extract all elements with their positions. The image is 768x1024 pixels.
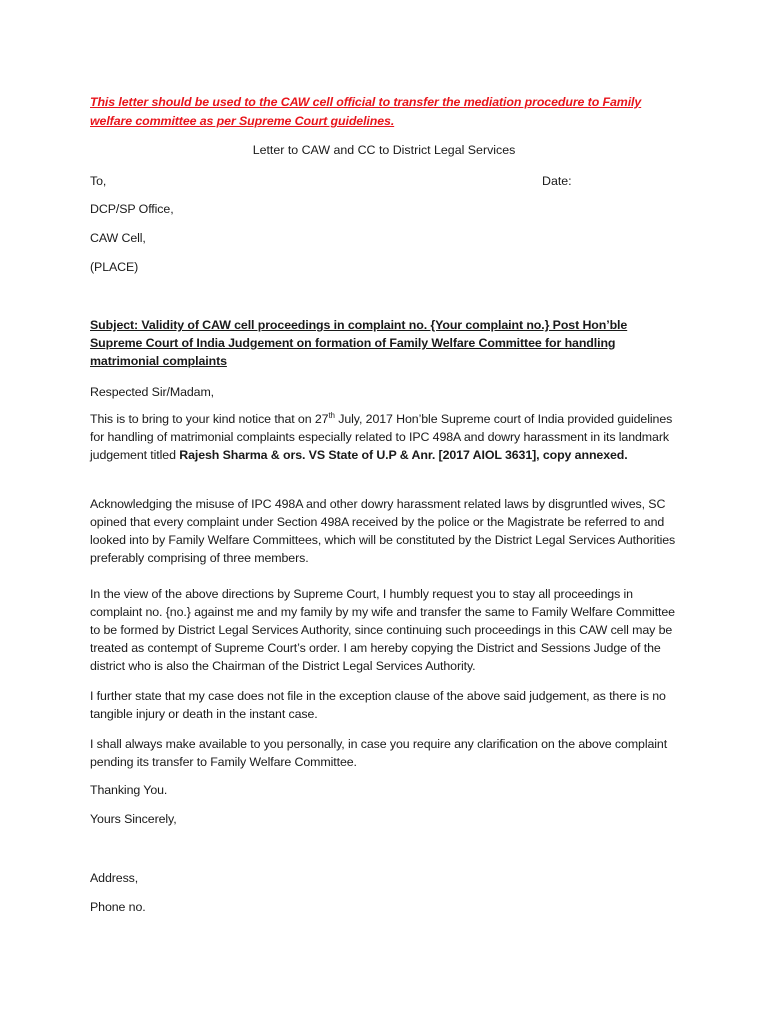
subject-line: Subject: Validity of CAW cell proceedings in complaint no. {Your complaint no.} Post Hon’ble Supreme Court of India Judgement on formation of Family Welfare Committee for handling matrimonial complaints [90,318,628,368]
recipient-cell: CAW Cell, [90,231,146,245]
to-label: To, [90,174,107,188]
date-superscript: th [328,410,335,420]
recipient-place: (PLACE) [90,260,139,274]
date-label: Date: [542,174,572,188]
instruction-note: This letter should be used to the CAW cell official to transfer the mediation procedure to Family welfare committee as per Supreme Court guidelines. [90,95,642,128]
paragraph-5: I shall always make available to you personally, in case you require any clarification on the above complaint pending its transfer to Family Welfare Committee. [90,737,668,769]
paragraph-1-text-a: This is to bring to your kind notice that on 27 [90,412,329,426]
address-label: Address, [90,871,139,885]
judgement-citation: Rajesh Sharma & ors. VS State of U.P & Anr. [2017 AIOL 3631], copy annexed. [179,448,628,462]
phone-label: Phone no. [90,900,146,914]
paragraph-2: Acknowledging the misuse of IPC 498A and other dowry harassment related laws by disgruntled wives, SC opined that every complaint under Section 498A received by the police or the Magistrate be referred to and looked into by Family Welfare Committees, which will be constituted by the District Legal Services Authorities preferably comprising of three members. [90,497,676,565]
letter-title: Letter to CAW and CC to District Legal Services [252,143,516,157]
recipient-office: DCP/SP Office, [90,202,174,216]
paragraph-3: In the view of the above directions by Supreme Court, I humbly request you to stay all proceedings in complaint no. {no.} against me and my family by my wife and transfer the same to Family Welfare Committee to be formed by District Legal Services Authority, since continuing such proceedings in this CAW cell may be treated as contempt of Supreme Court’s order. I am hereby copying the District and Sessions Judge of the district who is also the Chairman of the District Legal Services Authority. [90,587,675,673]
closing-thanks: Thanking You. [90,783,168,797]
closing-signoff: Yours Sincerely, [90,812,177,826]
salutation: Respected Sir/Madam, [90,385,215,399]
paragraph-1-text-b: July, 2017 Hon’ble Supreme court of India provided guidelines for handling of matrimonial complaints especially related to IPC 498A and dowry harassment in its landmark judgement titled [90,412,673,462]
paragraph-1 [90,410,680,464]
paragraph-4: I further state that my case does not file in the exception clause of the above said judgement, as there is no tangible injury or death in the instant case. [90,689,666,721]
